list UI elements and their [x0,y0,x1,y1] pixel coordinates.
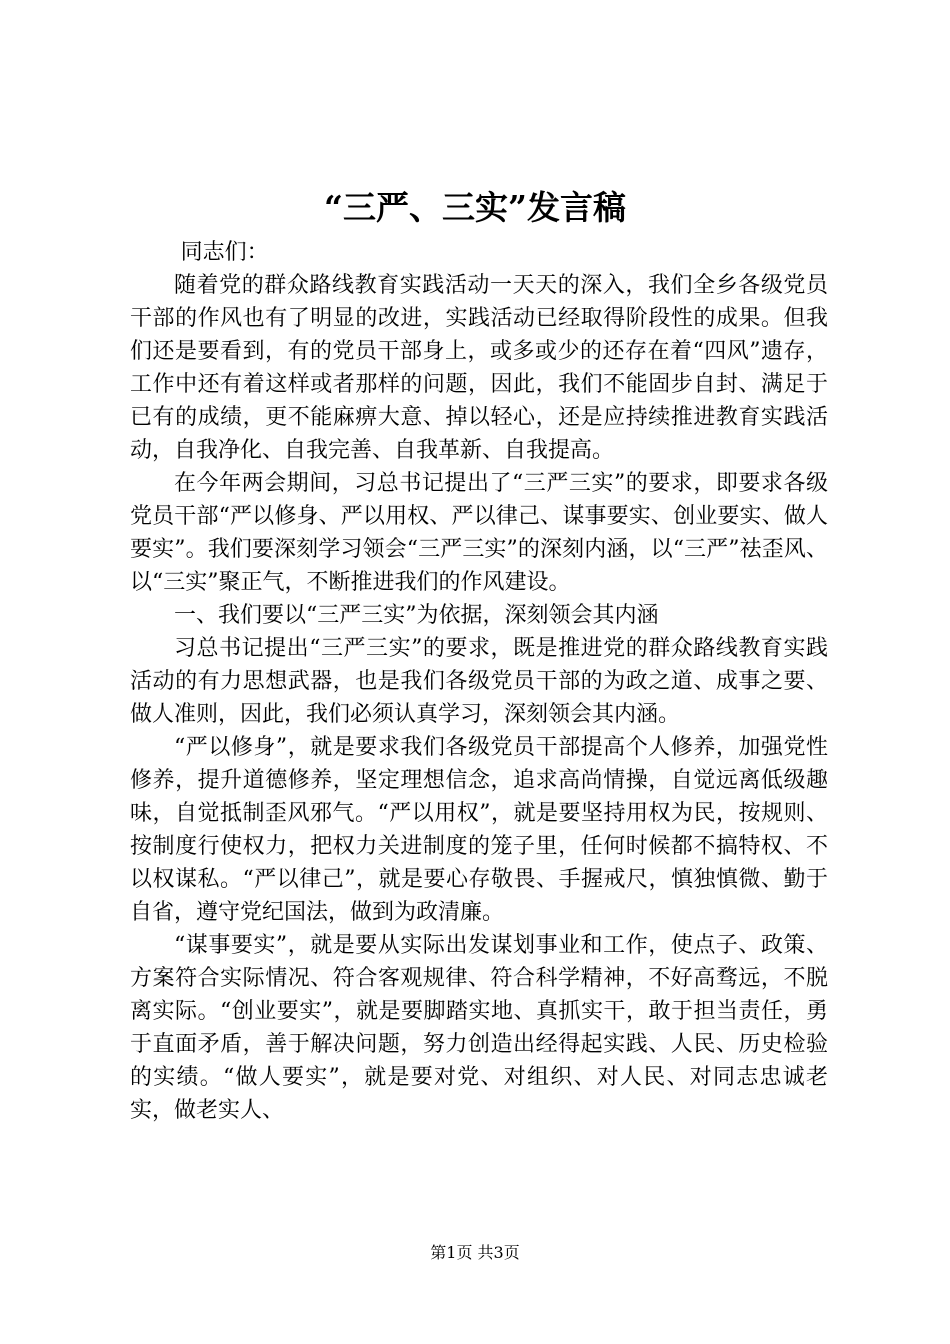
paragraph-1: 随着党的群众路线教育实践活动一天天的深入，我们全乡各级党员干部的作风也有了明显的改进，实践活动已经取得阶段性的成果。但我们还是要看到，有的党员干部身上，或多或少的还存在着“四风”遗存，工作中还有着这样或者那样的问题，因此，我们不能固步自封、满足于已有的成绩，更不能麻痹大意、掉以轻心，还是应持续推进教育实践活动，自我净化、自我完善、自我革新、自我提高。 [130,273,828,463]
paragraph-3: 习总书记提出“三严三实”的要求，既是推进党的群众路线教育实践活动的有力思想武器，也是我们各级党员干部的为政之道、成事之要、做人准则，因此，我们必须认真学习，深刻领会其内涵。 [130,636,828,727]
document-body [130,236,828,1127]
section-heading-1: 一、我们要以“三严三实”为依据，深刻领会其内涵 [174,603,659,628]
paragraph-5: “谋事要实”，就是要从实际出发谋划事业和工作，使点子、政策、方案符合实际情况、符合客观规律、符合科学精神，不好高骛远，不脱离实际。“创业要实”，就是要脚踏实地、真抓实干，敢于担当责任，勇于直面矛盾，善于解决问题，努力创造出经得起实践、人民、历史检验的实绩。“做人要实”，就是要对党、对组织、对人民、对同志忠诚老实，做老实人、 [130,933,828,1123]
document-title: “三严、三实”发言稿 [324,188,626,227]
salutation: 同志们： [180,240,269,265]
paragraph-4: “严以修身”，就是要求我们各级党员干部提高个人修养，加强党性修养，提升道德修养，坚定理想信念，追求高尚情操，自觉远离低级趣味，自觉抵制歪风邪气。“严以用权”，就是要坚持用权为民，按规则、按制度行使权力，把权力关进制度的笼子里，任何时候都不搞特权、不以权谋私。“严以律己”，就是要心存敬畏、手握戒尺，慎独慎微、勤于自省，遵守党纪国法，做到为政清廉。 [130,735,828,925]
page-footer: 第1页 共3页 [430,1243,520,1262]
paragraph-2: 在今年两会期间，习总书记提出了“三严三实”的要求，即要求各级党员干部“严以修身、严以用权、严以律己、谋事要实、创业要实、做人要实”。我们要深刻学习领会“三严三实”的深刻内涵，以“三严”祛歪风、以“三实”聚正气，不断推进我们的作风建设。 [130,471,828,595]
